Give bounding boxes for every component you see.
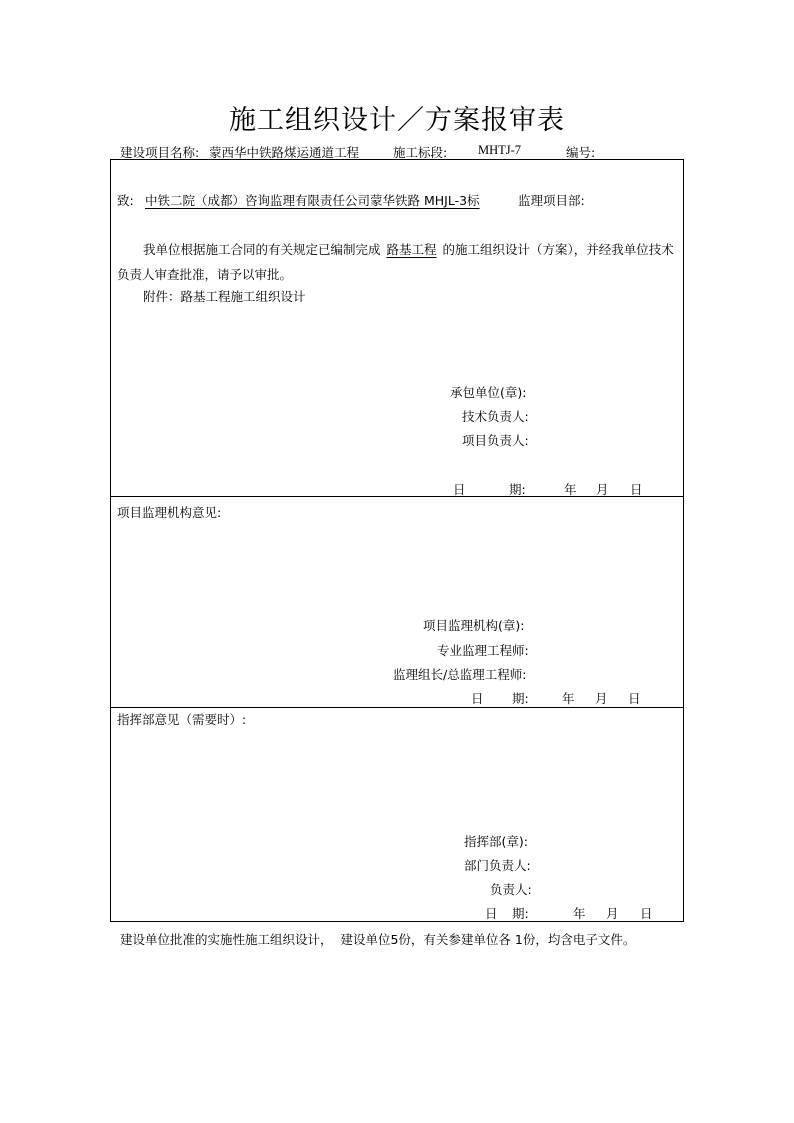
work-name: 路基工程 xyxy=(386,242,437,257)
body-part-2: 的施工组织设计（方案），并经我单位技术负责人审查批准，请予以审批。 xyxy=(117,242,674,282)
project-lead-label: 项目负责人: xyxy=(462,433,529,448)
attachment-line: 附件：路基工程施工组织设计 xyxy=(143,289,306,304)
date-qi-1: 期: xyxy=(509,482,526,497)
date-month-2: 月 xyxy=(595,691,608,706)
responsible-person-label: 负责人: xyxy=(490,882,532,897)
supervision-seal-label: 项目监理机构(章): xyxy=(423,618,525,633)
section-label: 施工标段: xyxy=(393,145,448,160)
hq-seal-label: 指挥部(章): xyxy=(464,834,528,849)
date-ri-1: 日 xyxy=(453,482,466,497)
project-name-value: 蒙西华中铁路煤运通道工程 xyxy=(209,145,360,160)
application-body xyxy=(117,237,683,287)
section-value: MHTJ-7 xyxy=(478,143,522,157)
number-label: 编号: xyxy=(566,145,596,160)
specialist-engineer-label: 专业监理工程师: xyxy=(437,643,529,658)
body-part-1: 我单位根据施工合同的有关规定已编制完成 xyxy=(143,242,381,257)
technical-lead-label: 技术负责人: xyxy=(462,409,529,424)
chief-engineer-label: 监理组长/总监理工程师: xyxy=(393,667,527,682)
date-day-2: 日 xyxy=(628,691,641,706)
recipient-suffix: 监理项目部: xyxy=(518,193,585,208)
date-day-3: 日 xyxy=(640,906,653,921)
date-ri-3: 日 xyxy=(485,906,498,921)
hq-opinion-heading: 指挥部意见（需要时）: xyxy=(117,712,247,727)
to-prefix: 致: xyxy=(117,193,134,208)
date-ri-2: 日 xyxy=(471,691,484,706)
supervision-opinion-heading: 项目监理机构意见: xyxy=(117,505,222,520)
date-year-1: 年 xyxy=(564,482,577,497)
date-month-1: 月 xyxy=(596,482,609,497)
date-qi-2: 期: xyxy=(512,691,529,706)
date-month-3: 月 xyxy=(606,906,619,921)
date-year-2: 年 xyxy=(562,691,575,706)
date-year-3: 年 xyxy=(573,906,586,921)
footer-note: 建设单位批准的实施性施工组织设计， 建设单位5份，有关参建单位各 1份，均含电子文件。 xyxy=(120,932,636,947)
recipient-name: 中铁二院（成都）咨询监理有限责任公司蒙华铁路 MHJL-3标 xyxy=(145,193,480,208)
contractor-seal-label: 承包单位(章): xyxy=(450,385,527,400)
date-day-1: 日 xyxy=(630,482,643,497)
date-qi-3: 期: xyxy=(512,906,529,921)
form-title: 施工组织设计／方案报审表 xyxy=(229,105,565,136)
department-head-label: 部门负责人: xyxy=(464,858,531,873)
project-name-label: 建设项目名称: xyxy=(120,145,200,160)
section-divider-2 xyxy=(110,707,684,708)
